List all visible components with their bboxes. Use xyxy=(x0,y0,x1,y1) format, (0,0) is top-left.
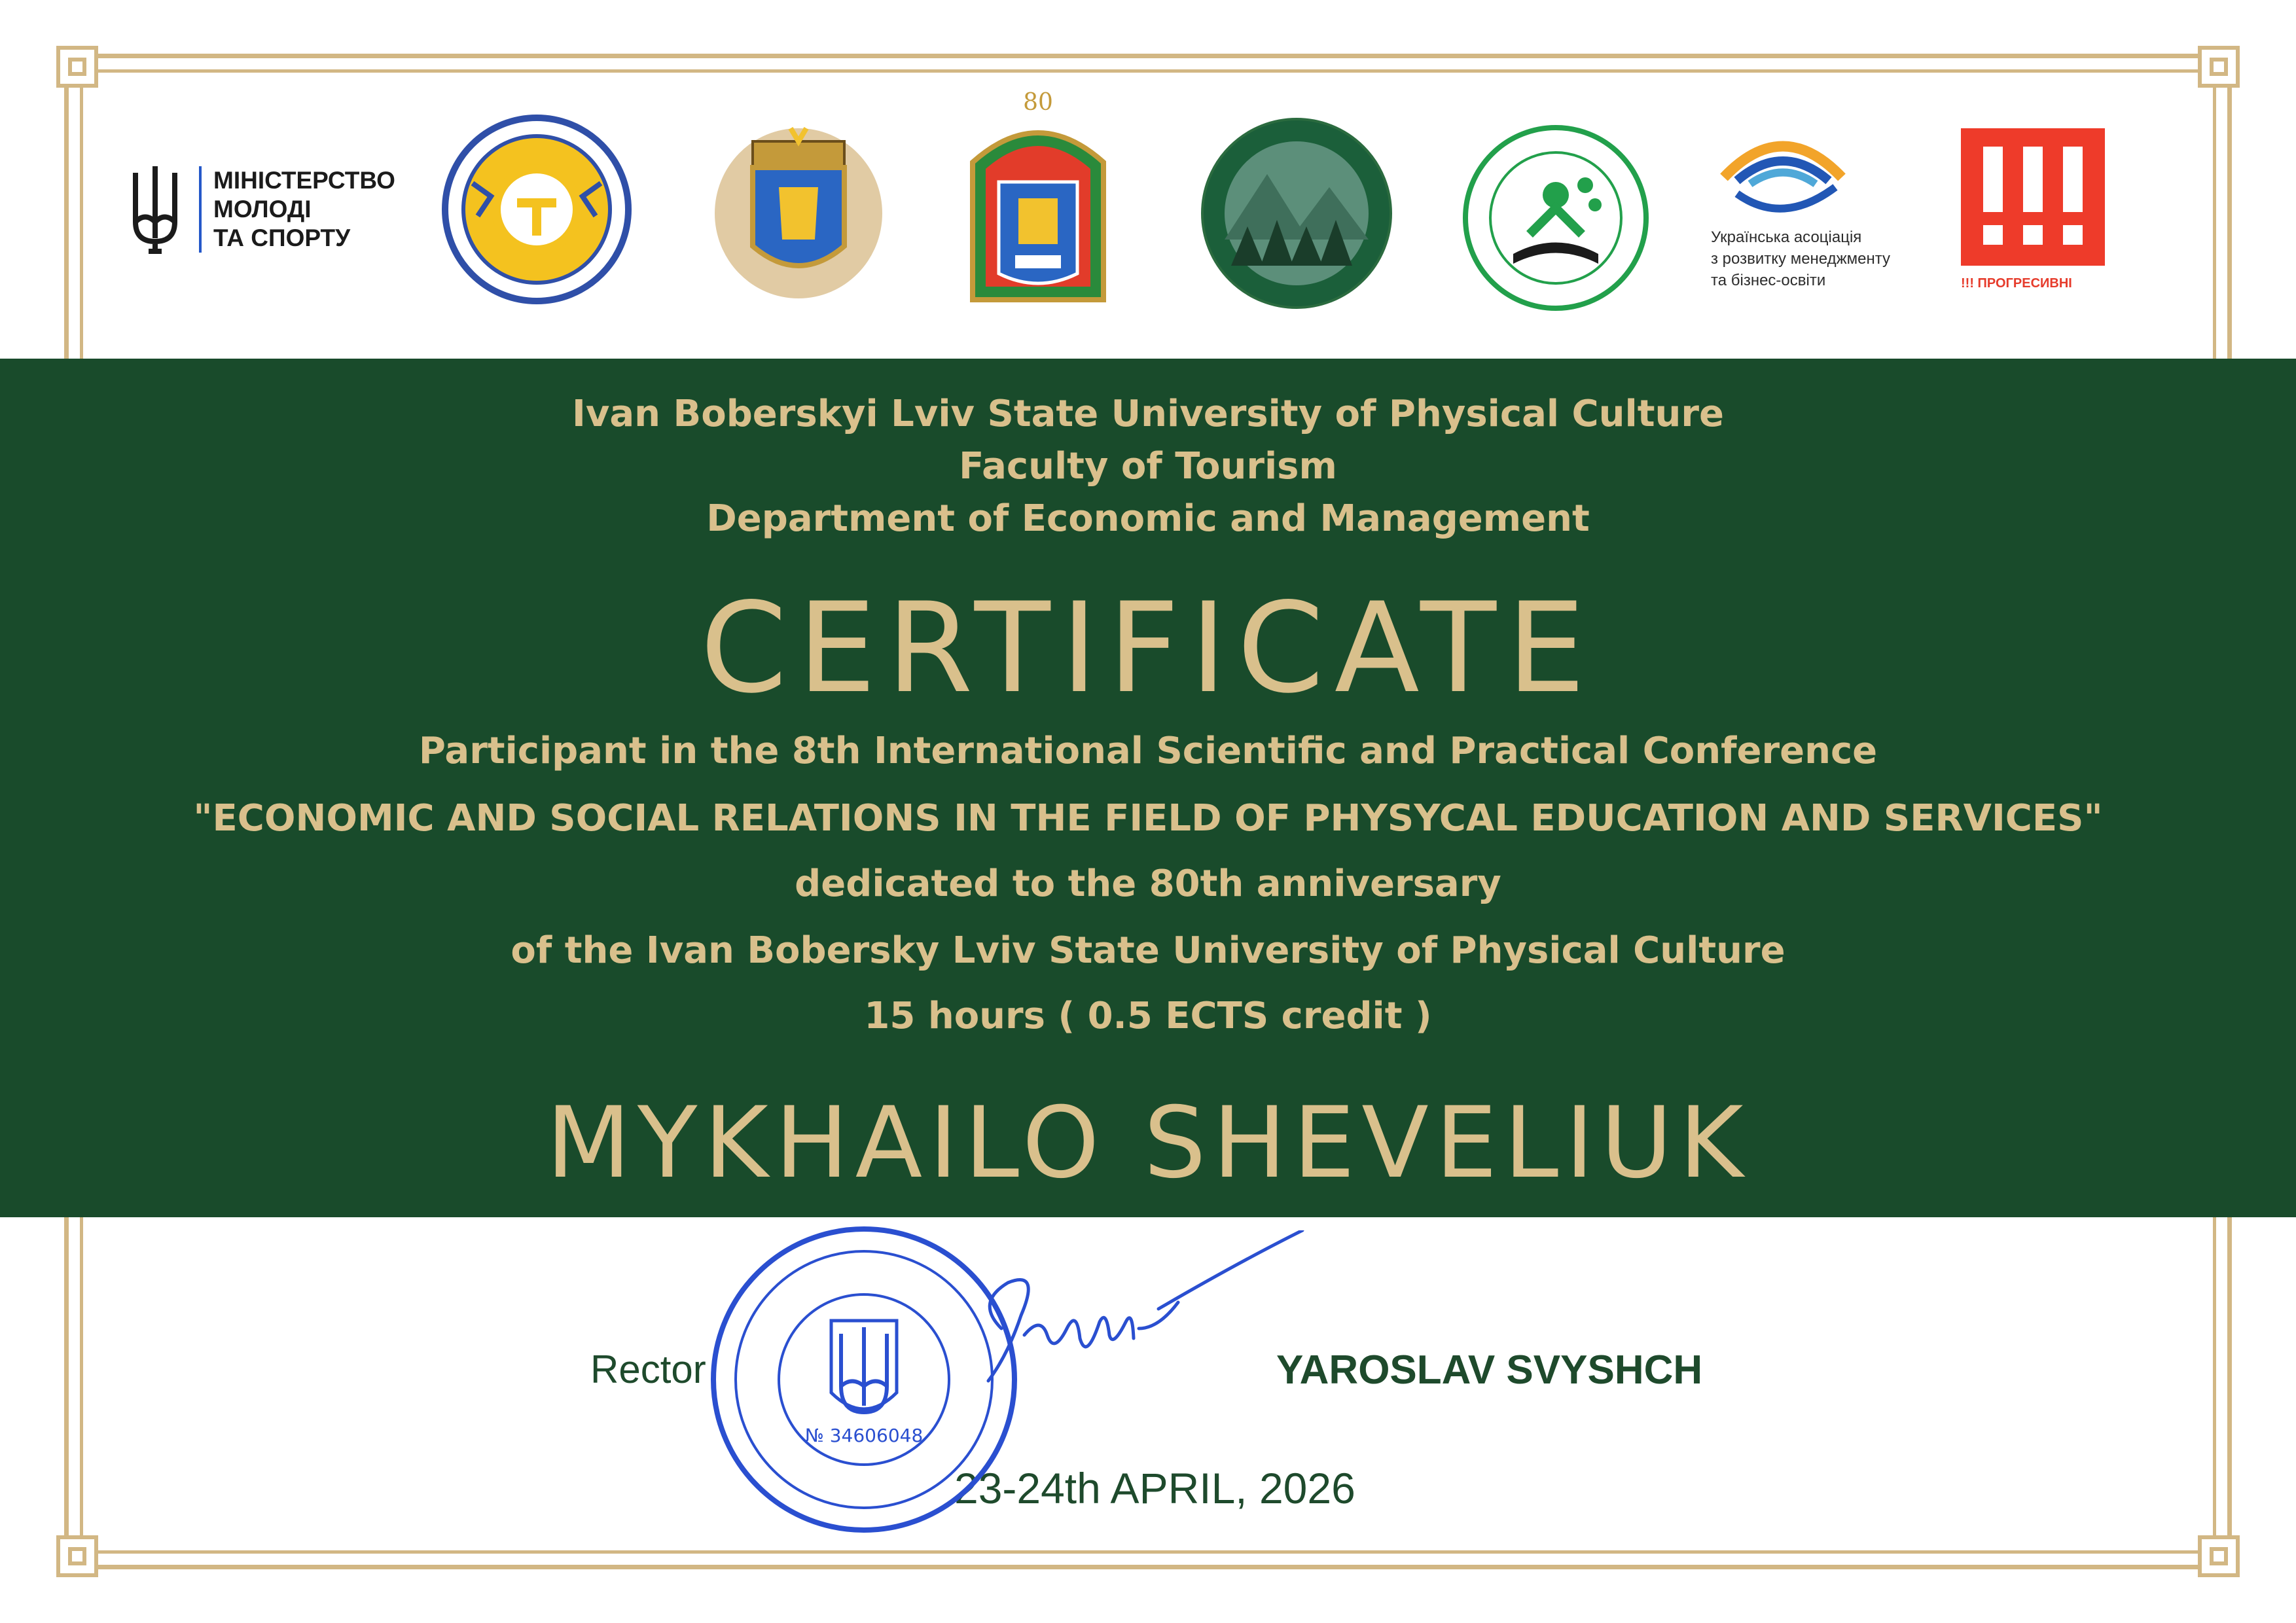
ministry-line: МОЛОДІ xyxy=(213,196,312,223)
dedication-line: dedicated to the 80th anniversary xyxy=(795,863,1501,905)
certificate-title: CERTIFICATE xyxy=(700,576,1596,721)
stamp-number: № 34606048 xyxy=(804,1425,924,1446)
corner-ornament xyxy=(2198,1535,2240,1577)
ministry-line: ТА СПОРТУ xyxy=(213,224,351,251)
department-name: Department of Economic and Management xyxy=(706,497,1590,540)
corner-ornament xyxy=(56,1535,98,1577)
progressive-logo xyxy=(1961,128,2105,266)
rector-label: Rector xyxy=(590,1347,706,1391)
university-anniversary-line: of the Ivan Bobersky Lviv State University of Physical Culture xyxy=(511,929,1785,972)
association-line: та бізнес-освіти xyxy=(1711,272,1826,289)
association-line: Українська асоціація xyxy=(1711,228,1862,246)
association-caption xyxy=(1711,226,1960,291)
economics-department-logo xyxy=(1461,123,1651,313)
faculty-name: Faculty of Tourism xyxy=(959,445,1337,488)
university-80-logo xyxy=(953,84,1123,319)
trident-icon xyxy=(126,160,185,258)
progressive-caption: !!! ПРОГРЕСИВНІ xyxy=(1961,276,2072,291)
recipient-name: MYKHAILO SHEVELIUK xyxy=(546,1086,1750,1200)
tourism-faculty-logo xyxy=(1195,115,1398,312)
youth-sport-department-logo xyxy=(439,111,635,308)
university-name: Ivan Boberskyi Lviv State University of Physical Culture xyxy=(572,393,1724,435)
conference-line: Participant in the 8th International Scientific and Practical Conference xyxy=(418,730,1878,772)
credits-line: 15 hours ( 0.5 ECTS credit ) xyxy=(864,995,1432,1037)
svg-text:80: 80 xyxy=(1023,89,1053,116)
ministry-logo xyxy=(119,154,420,259)
rector-name: YAROSLAV SVYSHCH xyxy=(1276,1347,1703,1393)
conference-title: "ECONOMIC AND SOCIAL RELATIONS IN THE FIELD OF PHYSYCAL EDUCATION AND SERVICES" xyxy=(193,797,2103,840)
corner-ornament xyxy=(56,46,98,88)
management-association-logo xyxy=(1711,122,1855,220)
rector-signature xyxy=(962,1230,1316,1400)
event-date: 23-24th APRIL, 2026 xyxy=(954,1464,1355,1512)
association-line: з розвитку менеджменту xyxy=(1711,250,1891,268)
lviv-region-coat-of-arms xyxy=(707,115,890,305)
corner-ornament xyxy=(2198,46,2240,88)
ministry-line: МІНІСТЕРСТВО xyxy=(213,167,395,194)
